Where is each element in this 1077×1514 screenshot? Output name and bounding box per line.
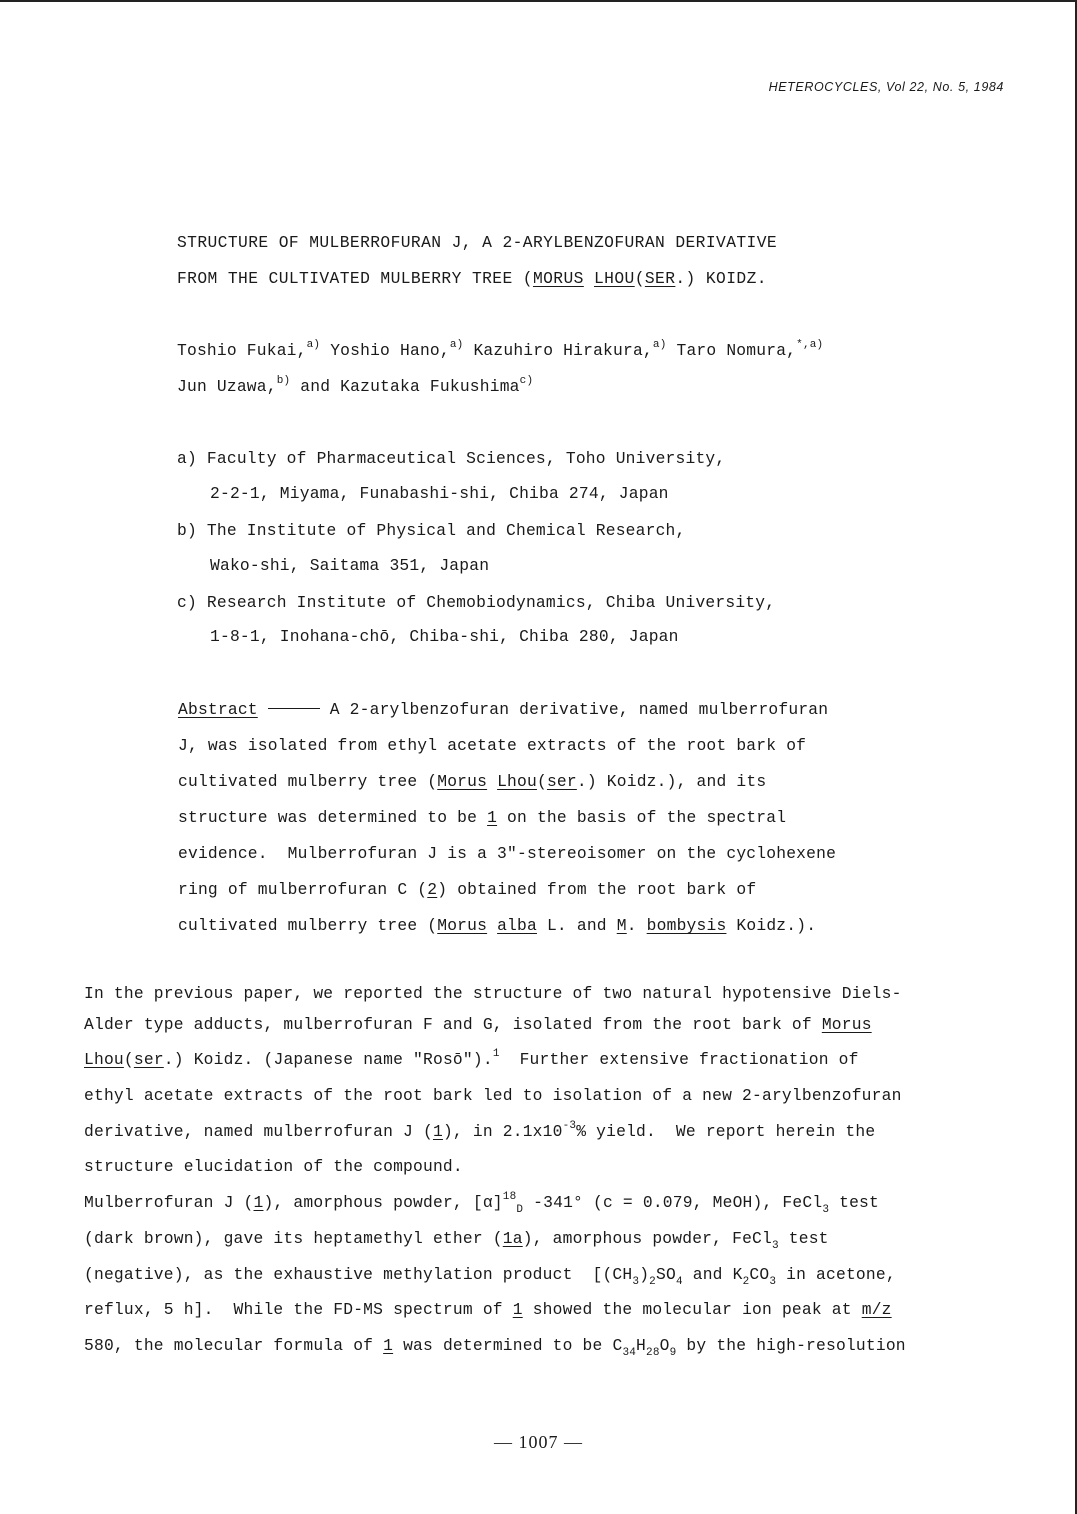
affiliation-a-line-2: 2-2-1, Miyama, Funabashi-shi, Chiba 274, Japan [210,484,669,503]
body-p1-line-2: Alder type adducts, mulberrofuran F and G, isolated from the root bark of Morus [84,1015,872,1034]
abstract-label: Abstract [178,700,258,719]
title-line-2: FROM THE CULTIVATED MULBERRY TREE (MORUS LHOU(SER.) KOIDZ. [177,269,767,288]
body-p2-line-2: (dark brown), gave its heptamethyl ether (1a), amorphous powder, FeCl$_3$ test [84,1229,829,1252]
abstract-line-2: J, was isolated from ethyl acetate extracts of the root bark of [178,736,807,755]
journal-header: HETEROCYCLES, Vol 22, No. 5, 1984 [768,80,1004,94]
affiliation-c-line-2: 1-8-1, Inohana-chō, Chiba-shi, Chiba 280, Japan [210,627,679,646]
body-p2-line-5: 580, the molecular formula of 1 was determined to be $C_{34}H_{28}O_9$ by the high-resolution [84,1336,906,1359]
abstract-line-4: structure was determined to be 1 on the basis of the spectral [178,808,787,827]
body-p2-line-3: (negative), as the exhaustive methylation product [$(CH_3)_2SO_4$ and $K_2CO_3$ in acetone, [84,1265,896,1288]
abstract-line-3: cultivated mulberry tree (Morus Lhou(ser.) Koidz.), and its [178,772,767,791]
body-p1-line-5: derivative, named mulberrofuran J (1), in $2.1x10^{-3}\%$ yield. We report herein the [84,1120,876,1141]
body-p2-line-4: reflux, 5 h]. While the FD-MS spectrum of 1 showed the molecular ion peak at m/z [84,1300,892,1319]
body-p1-line-1: In the previous paper, we reported the structure of two natural hypotensive Diels- [84,984,902,1003]
title-line-1: STRUCTURE OF MULBERROFURAN J, A 2-ARYLBENZOFURAN DERIVATIVE [177,233,778,252]
page-top-border [0,0,1077,2]
affiliation-a-line-1: a) Faculty of Pharmaceutical Sciences, Toho University, [177,449,726,468]
abstract-line-5: evidence. Mulberrofuran J is a 3"-stereoisomer on the cyclohexene [178,844,837,863]
authors-line-2: Jun Uzawa,$^{b)}$ and Kazutaka Fukushima$^{c)}$ [177,375,534,396]
affiliation-b-line-1: b) The Institute of Physical and Chemical Research, [177,521,686,540]
abstract-dash [268,708,320,709]
body-p1-line-6: structure elucidation of the compound. [84,1157,463,1176]
body-p2-line-1: Mulberrofuran J (1), amorphous powder, $[\alpha]^{18}_D$ -341° (c = 0.079, MeOH), FeCl$_3$ test [84,1191,879,1216]
page-number: — 1007 — [494,1432,583,1452]
abstract-line-7: cultivated mulberry tree (Morus alba L. and M. bombysis Koidz.). [178,916,817,935]
abstract-line-6: ring of mulberrofuran C (2) obtained from the root bark of [178,880,757,899]
body-p1-line-4: ethyl acetate extracts of the root bark led to isolation of a new 2-arylbenzofuran [84,1086,902,1105]
authors-line-1: Toshio Fukai,$^{a)}$ Yoshio Hano,$^{a)}$ Kazuhiro Hirakura,$^{a)}$ Taro Nomura,$^{*,a)}$ [177,339,824,360]
body-p1-line-3: Lhou(ser.) Koidz. (Japanese name "Rosō").$^1$ Further extensive fractionation of [84,1048,859,1069]
affiliation-b-line-2: Wako-shi, Saitama 351, Japan [210,556,490,575]
affiliation-c-line-1: c) Research Institute of Chemobiodynamics, Chiba University, [177,593,776,612]
abstract-line-1: Abstract A 2-arylbenzofuran derivative, named mulberrofuran [178,700,829,719]
